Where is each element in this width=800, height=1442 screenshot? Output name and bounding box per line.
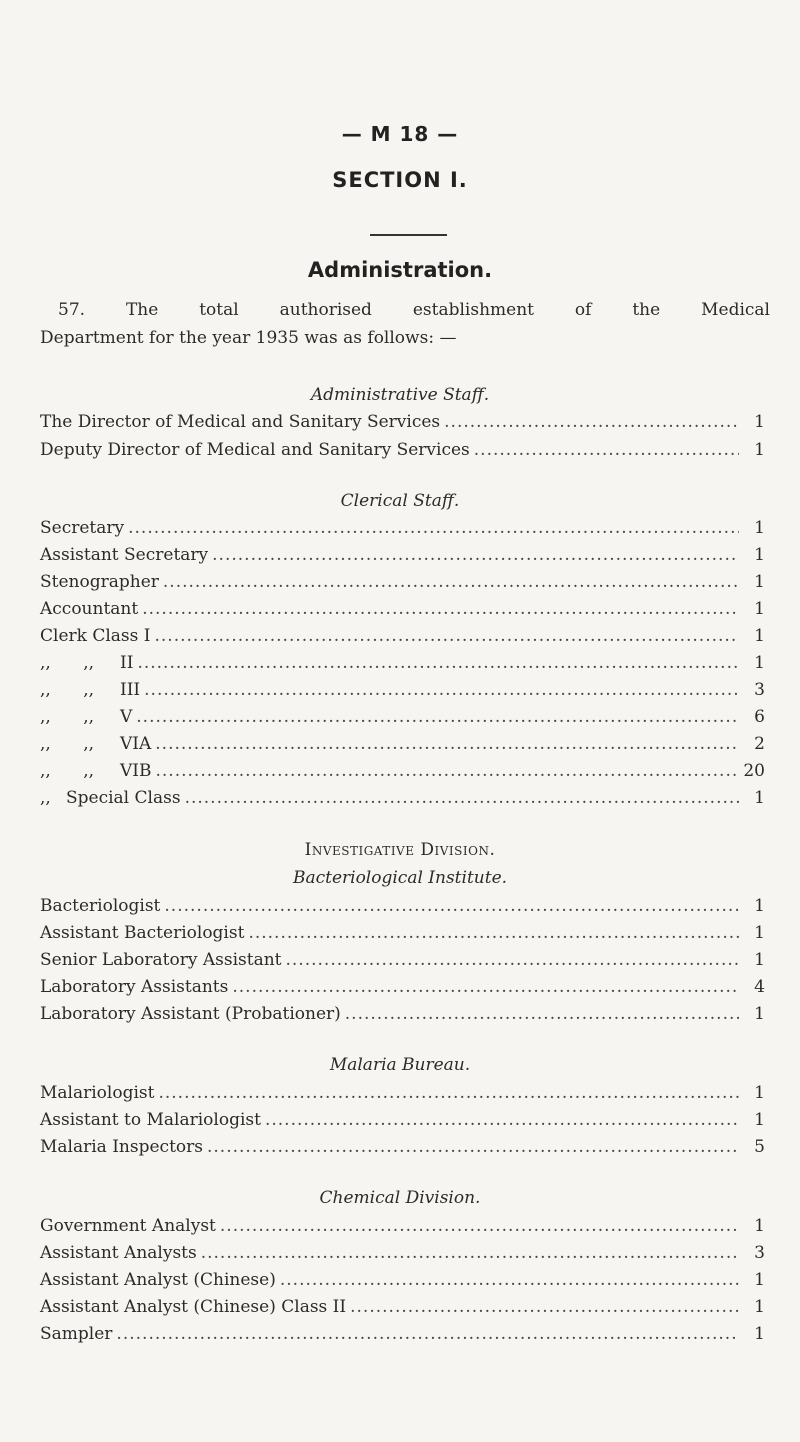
staff-label: Bacteriologist bbox=[40, 896, 161, 916]
staff-count: 1 bbox=[754, 518, 765, 538]
staff-count: 3 bbox=[754, 680, 765, 700]
leader-dots bbox=[212, 545, 739, 565]
staff-row bbox=[40, 599, 765, 625]
staff-row bbox=[40, 1083, 765, 1109]
investigative-division-heading: Investigative Division. bbox=[304, 840, 496, 860]
staff-row bbox=[40, 518, 765, 544]
leader-dots bbox=[154, 626, 739, 646]
staff-label: Laboratory Assistant (Probationer) bbox=[40, 1004, 341, 1024]
leader-dots bbox=[286, 950, 740, 970]
leader-dots bbox=[116, 1324, 739, 1344]
ditto-marks: ,, ,, bbox=[40, 734, 95, 754]
leader-dots bbox=[142, 599, 739, 619]
ditto-marks: ,, ,, bbox=[40, 653, 95, 673]
staff-count: 6 bbox=[754, 707, 765, 727]
leader-dots bbox=[128, 518, 739, 538]
intro-paragraph bbox=[40, 296, 770, 352]
leader-dots bbox=[265, 1110, 739, 1130]
staff-count: 4 bbox=[754, 977, 765, 997]
staff-count: 1 bbox=[754, 896, 765, 916]
staff-label: Assistant Analyst (Chinese) bbox=[40, 1270, 276, 1290]
ditto-marks: ,, ,, bbox=[40, 680, 95, 700]
staff-label: Stenographer bbox=[40, 572, 159, 592]
staff-label: Assistant Analyst (Chinese) Class II bbox=[40, 1297, 347, 1317]
intro-line-1: 57. The total authorised establishment of the Medical bbox=[58, 300, 770, 320]
staff-label: Clerk Class I bbox=[40, 626, 151, 646]
staff-count: 1 bbox=[754, 788, 765, 808]
staff-label: Malariologist bbox=[40, 1083, 155, 1103]
staff-row bbox=[40, 923, 765, 949]
leader-dots bbox=[280, 1270, 739, 1290]
staff-count: 1 bbox=[754, 923, 765, 943]
leader-dots bbox=[248, 923, 739, 943]
malaria-bureau-heading: Malaria Bureau. bbox=[329, 1055, 471, 1075]
staff-label: Assistant to Malariologist bbox=[40, 1110, 261, 1130]
staff-count: 2 bbox=[754, 734, 765, 754]
staff-count: 1 bbox=[754, 599, 765, 619]
staff-label: III bbox=[120, 680, 141, 700]
leader-dots bbox=[158, 1083, 739, 1103]
staff-row bbox=[40, 950, 765, 976]
staff-row bbox=[40, 707, 765, 733]
staff-count: 1 bbox=[754, 1324, 765, 1344]
leader-dots bbox=[164, 896, 739, 916]
staff-label: Assistant Bacteriologist bbox=[40, 923, 245, 943]
staff-count: 1 bbox=[754, 572, 765, 592]
staff-label: Senior Laboratory Assistant bbox=[40, 950, 282, 970]
staff-row bbox=[40, 1137, 765, 1163]
staff-label: Deputy Director of Medical and Sanitary Services bbox=[40, 440, 470, 460]
staff-label: Assistant Secretary bbox=[40, 545, 209, 565]
staff-row bbox=[40, 545, 765, 571]
staff-label: Assistant Analysts bbox=[40, 1243, 197, 1263]
staff-count: 1 bbox=[754, 1083, 765, 1103]
staff-count: 1 bbox=[754, 1270, 765, 1290]
staff-label: Government Analyst bbox=[40, 1216, 216, 1236]
bacteriological-institute-heading: Bacteriological Institute. bbox=[292, 868, 508, 888]
staff-count: 1 bbox=[754, 950, 765, 970]
leader-dots bbox=[137, 653, 739, 673]
staff-count: 1 bbox=[754, 1297, 765, 1317]
staff-label: V bbox=[120, 707, 133, 727]
staff-label: VIB bbox=[120, 761, 152, 781]
leader-dots bbox=[155, 734, 739, 754]
staff-label: Sampler bbox=[40, 1324, 113, 1344]
staff-label: Laboratory Assistants bbox=[40, 977, 229, 997]
staff-row bbox=[40, 412, 765, 438]
staff-row bbox=[40, 1324, 765, 1350]
staff-row bbox=[40, 1110, 765, 1136]
leader-dots bbox=[207, 1137, 739, 1157]
staff-count: 1 bbox=[754, 1110, 765, 1130]
staff-label: II bbox=[120, 653, 134, 673]
staff-row bbox=[40, 1243, 765, 1269]
staff-count: 1 bbox=[754, 1004, 765, 1024]
staff-label: VIA bbox=[120, 734, 152, 754]
leader-dots bbox=[474, 440, 739, 460]
ditto-marks: ,, ,, bbox=[40, 761, 95, 781]
staff-count: 5 bbox=[754, 1137, 765, 1157]
staff-row bbox=[40, 626, 765, 652]
intro-line-2: Department for the year 1935 was as follows: — bbox=[40, 328, 457, 348]
staff-row bbox=[40, 440, 765, 466]
staff-row bbox=[40, 1270, 765, 1296]
staff-row bbox=[40, 1004, 765, 1030]
staff-row bbox=[40, 896, 765, 922]
staff-count: 1 bbox=[754, 1216, 765, 1236]
staff-count: 1 bbox=[754, 545, 765, 565]
leader-dots bbox=[350, 1297, 739, 1317]
staff-row bbox=[40, 734, 765, 760]
staff-count: 1 bbox=[754, 626, 765, 646]
staff-count: 1 bbox=[754, 653, 765, 673]
staff-row bbox=[40, 1216, 765, 1242]
staff-label: Accountant bbox=[40, 599, 139, 619]
ditto-marks: ,, ,, bbox=[40, 707, 95, 727]
staff-count: 20 bbox=[743, 761, 765, 781]
staff-label: The Director of Medical and Sanitary Services bbox=[40, 412, 441, 432]
staff-label: Special Class bbox=[66, 788, 181, 808]
staff-row bbox=[40, 572, 765, 598]
staff-row bbox=[40, 653, 765, 679]
leader-dots bbox=[136, 707, 739, 727]
staff-row bbox=[40, 680, 765, 706]
leader-dots bbox=[444, 412, 739, 432]
leader-dots bbox=[144, 680, 739, 700]
leader-dots bbox=[201, 1243, 739, 1263]
leader-dots bbox=[232, 977, 739, 997]
staff-row bbox=[40, 977, 765, 1003]
divider-rule bbox=[370, 234, 447, 236]
staff-row bbox=[40, 788, 765, 814]
leader-dots bbox=[185, 788, 739, 808]
staff-count: 1 bbox=[754, 412, 765, 432]
leader-dots bbox=[220, 1216, 739, 1236]
leader-dots bbox=[156, 761, 740, 781]
staff-count: 1 bbox=[754, 440, 765, 460]
staff-count: 3 bbox=[754, 1243, 765, 1263]
staff-label: Secretary bbox=[40, 518, 125, 538]
staff-row bbox=[40, 761, 765, 787]
staff-label: Malaria Inspectors bbox=[40, 1137, 203, 1157]
page-number: — M 18 — bbox=[341, 122, 459, 146]
ditto-marks: ,, bbox=[40, 788, 51, 808]
staff-row bbox=[40, 1297, 765, 1323]
administrative-staff-heading: Administrative Staff. bbox=[310, 385, 490, 405]
section-heading: SECTION I. bbox=[332, 168, 468, 192]
administration-heading: Administration. bbox=[307, 258, 493, 282]
leader-dots bbox=[163, 572, 739, 592]
leader-dots bbox=[345, 1004, 739, 1024]
clerical-staff-heading: Clerical Staff. bbox=[340, 491, 460, 511]
chemical-division-heading: Chemical Division. bbox=[319, 1188, 481, 1208]
